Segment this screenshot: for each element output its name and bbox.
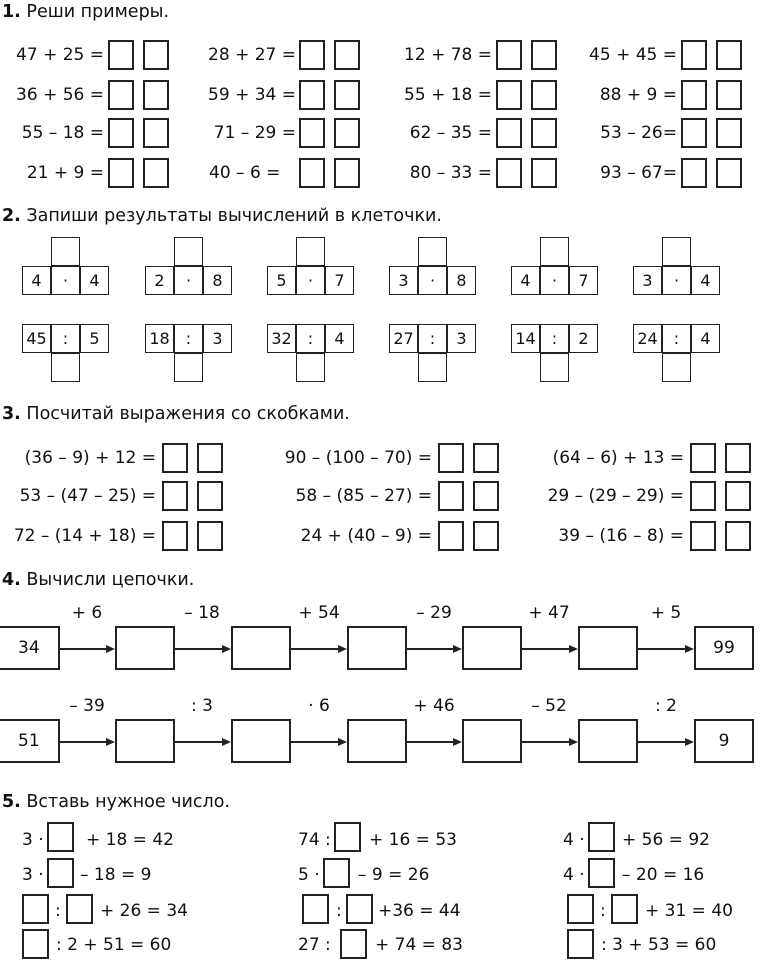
chain-operation: – 29 [416, 603, 452, 623]
arrow-head [569, 738, 578, 746]
missing-number-box[interactable] [611, 894, 638, 924]
section-2-heading [2, 206, 442, 226]
operator: : [51, 324, 80, 353]
operand-a: 32 [267, 324, 296, 353]
missing-number-box[interactable] [47, 858, 74, 888]
equation-part: : 2 + 51 = 60 [56, 935, 172, 955]
equation-part: : 3 + 53 = 60 [601, 935, 717, 955]
expression: 36 + 56 = [16, 85, 104, 105]
answer-box[interactable] [162, 443, 188, 473]
expression: 59 + 34 = [208, 85, 296, 105]
arrow [638, 741, 685, 743]
equation-part: + 56 = 92 [622, 830, 710, 850]
operand-a: 4 [22, 266, 51, 295]
equation-part: : [55, 901, 61, 921]
section-1-heading [2, 2, 169, 22]
chain-operation: + 5 [650, 603, 682, 623]
operator: : [540, 324, 569, 353]
answer-box[interactable] [531, 80, 557, 110]
equation-part: + 26 = 34 [100, 901, 188, 921]
missing-number-box[interactable] [302, 894, 329, 924]
expression: 21 + 9 = [26, 163, 104, 183]
arrow-head [338, 738, 347, 746]
answer-cell[interactable] [296, 237, 325, 266]
answer-cell[interactable] [174, 353, 203, 382]
operator: · [418, 266, 447, 295]
answer-box[interactable] [716, 40, 742, 70]
answer-box[interactable] [438, 481, 464, 511]
expression: 71 – 29 = [213, 123, 296, 143]
chain-answer-box[interactable] [578, 626, 638, 670]
answer-box[interactable] [143, 80, 169, 110]
answer-box[interactable] [108, 40, 134, 70]
expression: 62 – 35 = [409, 123, 492, 143]
operator: · [540, 266, 569, 295]
chain-answer-box[interactable] [578, 719, 638, 763]
missing-number-box[interactable] [567, 929, 594, 959]
answer-cell[interactable] [51, 237, 80, 266]
section-number: 5. [2, 792, 21, 812]
chain-answer-box[interactable] [462, 626, 522, 670]
answer-box[interactable] [197, 521, 223, 551]
answer-box[interactable] [108, 80, 134, 110]
section-title: Реши примеры. [26, 2, 170, 22]
chain-answer-box[interactable] [347, 626, 407, 670]
answer-box[interactable] [299, 80, 325, 110]
section-title: Вычисли цепочки. [26, 570, 195, 590]
operand-b: 4 [80, 266, 109, 295]
operand-b: 4 [691, 324, 720, 353]
chain-operation: – 39 [69, 696, 105, 716]
operator: : [296, 324, 325, 353]
section-number: 4. [2, 570, 21, 590]
answer-box[interactable] [496, 118, 522, 148]
answer-box[interactable] [531, 158, 557, 188]
chain-answer-box[interactable] [231, 719, 291, 763]
equation-part: 4 · [563, 830, 585, 850]
answer-box[interactable] [197, 443, 223, 473]
answer-cell[interactable] [174, 237, 203, 266]
operator: · [174, 266, 203, 295]
equation-part: – 18 = 9 [80, 865, 152, 885]
answer-box[interactable] [496, 158, 522, 188]
equation-part: – 20 = 16 [622, 865, 705, 885]
chain-start: 51 [0, 719, 60, 763]
chain-operation: : 3 [191, 696, 213, 716]
chain-start: 34 [0, 626, 60, 670]
operator: : [662, 324, 691, 353]
arrow-head [222, 645, 231, 653]
arrow [522, 648, 569, 650]
equation-part: + 16 = 53 [369, 830, 457, 850]
operand-a: 4 [511, 266, 540, 295]
operator: : [418, 324, 447, 353]
answer-cell[interactable] [51, 353, 80, 382]
answer-box[interactable] [108, 158, 134, 188]
answer-box[interactable] [473, 481, 499, 511]
answer-box[interactable] [716, 80, 742, 110]
missing-number-box[interactable] [567, 894, 594, 924]
arrow-head [685, 738, 694, 746]
arrow [407, 648, 453, 650]
chain-operation: – 52 [531, 696, 567, 716]
operand-b: 7 [325, 266, 354, 295]
chain-operation: + 46 [413, 696, 455, 716]
answer-box[interactable] [299, 40, 325, 70]
equation-part: + 18 = 42 [86, 830, 174, 850]
expression: 93 – 67= [600, 163, 677, 183]
answer-box[interactable] [725, 443, 751, 473]
chain-end: 9 [694, 719, 754, 763]
equation-part: 74 : [298, 830, 331, 850]
expression: 39 – (16 – 8) = [558, 526, 684, 546]
arrow [175, 648, 222, 650]
operand-b: 5 [80, 324, 109, 353]
missing-number-box[interactable] [340, 929, 367, 959]
missing-number-box[interactable] [66, 894, 93, 924]
answer-box[interactable] [438, 521, 464, 551]
operand-b: 4 [325, 324, 354, 353]
answer-box[interactable] [197, 481, 223, 511]
answer-box[interactable] [334, 158, 360, 188]
answer-box[interactable] [438, 443, 464, 473]
answer-box[interactable] [690, 443, 716, 473]
arrow [638, 648, 685, 650]
operand-a: 24 [633, 324, 662, 353]
section-3-heading [2, 404, 350, 424]
operand-b: 3 [203, 324, 232, 353]
arrow-head [106, 645, 115, 653]
arrow-head [106, 738, 115, 746]
expression: 53 – 26= [600, 123, 677, 143]
chain-answer-box[interactable] [347, 719, 407, 763]
answer-box[interactable] [725, 481, 751, 511]
missing-number-box[interactable] [588, 822, 615, 852]
operand-a: 14 [511, 324, 540, 353]
answer-box[interactable] [334, 118, 360, 148]
arrow [291, 741, 338, 743]
missing-number-box[interactable] [22, 929, 49, 959]
operator: · [662, 266, 691, 295]
section-title: Посчитай выражения со скобками. [26, 404, 350, 424]
answer-box[interactable] [690, 521, 716, 551]
operand-a: 27 [389, 324, 418, 353]
expression: 72 – (14 + 18) = [13, 526, 156, 546]
answer-cell[interactable] [540, 237, 569, 266]
expression: 55 – 18 = [21, 123, 104, 143]
chain-operation: + 47 [528, 603, 570, 623]
answer-box[interactable] [681, 40, 707, 70]
missing-number-box[interactable] [22, 894, 49, 924]
answer-box[interactable] [334, 80, 360, 110]
answer-box[interactable] [690, 481, 716, 511]
operand-a: 3 [389, 266, 418, 295]
missing-number-box[interactable] [334, 822, 361, 852]
equation-part: : [336, 901, 342, 921]
equation-part: 4 · [563, 865, 585, 885]
operand-a: 2 [145, 266, 174, 295]
operator: : [174, 324, 203, 353]
answer-box[interactable] [299, 158, 325, 188]
equation-part: 3 · [22, 865, 44, 885]
chain-operation: + 6 [71, 603, 103, 623]
missing-number-box[interactable] [47, 822, 74, 852]
answer-box[interactable] [162, 521, 188, 551]
expression: 12 + 78 = [404, 45, 492, 65]
expression: (64 – 6) + 13 = [552, 448, 684, 468]
arrow [175, 741, 222, 743]
answer-box[interactable] [143, 158, 169, 188]
arrow [60, 741, 106, 743]
arrow-head [569, 645, 578, 653]
chain-operation: : 2 [655, 696, 677, 716]
answer-cell[interactable] [540, 353, 569, 382]
chain-answer-box[interactable] [231, 626, 291, 670]
arrow-head [685, 645, 694, 653]
answer-box[interactable] [716, 158, 742, 188]
missing-number-box[interactable] [346, 894, 373, 924]
answer-box[interactable] [299, 118, 325, 148]
expression: 29 – (29 – 29) = [547, 486, 684, 506]
operand-a: 5 [267, 266, 296, 295]
answer-cell[interactable] [662, 237, 691, 266]
answer-box[interactable] [716, 118, 742, 148]
operand-a: 45 [22, 324, 51, 353]
answer-box[interactable] [162, 481, 188, 511]
arrow-head [338, 645, 347, 653]
expression: 28 + 27 = [208, 45, 296, 65]
operand-b: 3 [447, 324, 476, 353]
arrow-head [453, 645, 462, 653]
operator: · [296, 266, 325, 295]
equation-part: – 9 = 26 [358, 865, 430, 885]
answer-cell[interactable] [296, 353, 325, 382]
answer-cell[interactable] [418, 353, 447, 382]
expression: 55 + 18 = [404, 85, 492, 105]
arrow-head [222, 738, 231, 746]
expression: 90 – (100 – 70) = [284, 448, 432, 468]
equation-part: : [600, 901, 606, 921]
operator: · [51, 266, 80, 295]
section-number: 3. [2, 404, 21, 424]
answer-box[interactable] [496, 40, 522, 70]
answer-box[interactable] [108, 118, 134, 148]
section-number: 2. [2, 206, 21, 226]
operand-b: 8 [447, 266, 476, 295]
answer-box[interactable] [531, 40, 557, 70]
section-title: Вставь нужное число. [26, 792, 230, 812]
answer-box[interactable] [681, 80, 707, 110]
section-5-heading [2, 792, 230, 812]
expression: 88 + 9 = [599, 85, 677, 105]
expression: 45 + 45 = [589, 45, 677, 65]
chain-operation: + 54 [298, 603, 340, 623]
missing-number-box[interactable] [588, 858, 615, 888]
answer-box[interactable] [496, 80, 522, 110]
equation-part: + 74 = 83 [375, 935, 463, 955]
operand-b: 8 [203, 266, 232, 295]
answer-cell[interactable] [418, 237, 447, 266]
answer-box[interactable] [143, 118, 169, 148]
arrow-head [453, 738, 462, 746]
operand-b: 4 [691, 266, 720, 295]
answer-box[interactable] [473, 521, 499, 551]
arrow [291, 648, 338, 650]
section-4-heading [2, 570, 194, 590]
chain-answer-box[interactable] [115, 626, 175, 670]
expression: 47 + 25 = [16, 45, 104, 65]
answer-box[interactable] [725, 521, 751, 551]
chain-end: 99 [694, 626, 754, 670]
expression: (36 – 9) + 12 = [24, 448, 156, 468]
chain-operation: · 6 [308, 696, 330, 716]
equation-part: + 31 = 40 [645, 901, 733, 921]
chain-answer-box[interactable] [462, 719, 522, 763]
chain-operation: – 18 [184, 603, 220, 623]
answer-box[interactable] [473, 443, 499, 473]
arrow [60, 648, 106, 650]
expression: 40 – 6 = [209, 163, 281, 183]
section-number: 1. [2, 2, 21, 22]
operand-b: 7 [569, 266, 598, 295]
equation-part: 3 · [22, 830, 44, 850]
answer-box[interactable] [681, 158, 707, 188]
expression: 53 – (47 – 25) = [19, 486, 156, 506]
operand-a: 3 [633, 266, 662, 295]
equation-part: 5 · [298, 865, 320, 885]
equation-part: +36 = 44 [378, 901, 461, 921]
operand-a: 18 [145, 324, 174, 353]
answer-box[interactable] [531, 118, 557, 148]
answer-cell[interactable] [662, 353, 691, 382]
arrow [522, 741, 569, 743]
expression: 24 + (40 – 9) = [300, 526, 432, 546]
chain-answer-box[interactable] [115, 719, 175, 763]
arrow [407, 741, 453, 743]
section-title: Запиши результаты вычислений в клеточки. [26, 206, 442, 226]
answer-box[interactable] [334, 40, 360, 70]
answer-box[interactable] [681, 118, 707, 148]
missing-number-box[interactable] [323, 858, 350, 888]
expression: 58 – (85 – 27) = [295, 486, 432, 506]
answer-box[interactable] [143, 40, 169, 70]
equation-part: 27 : [298, 935, 331, 955]
operand-b: 2 [569, 324, 598, 353]
expression: 80 – 33 = [409, 163, 492, 183]
